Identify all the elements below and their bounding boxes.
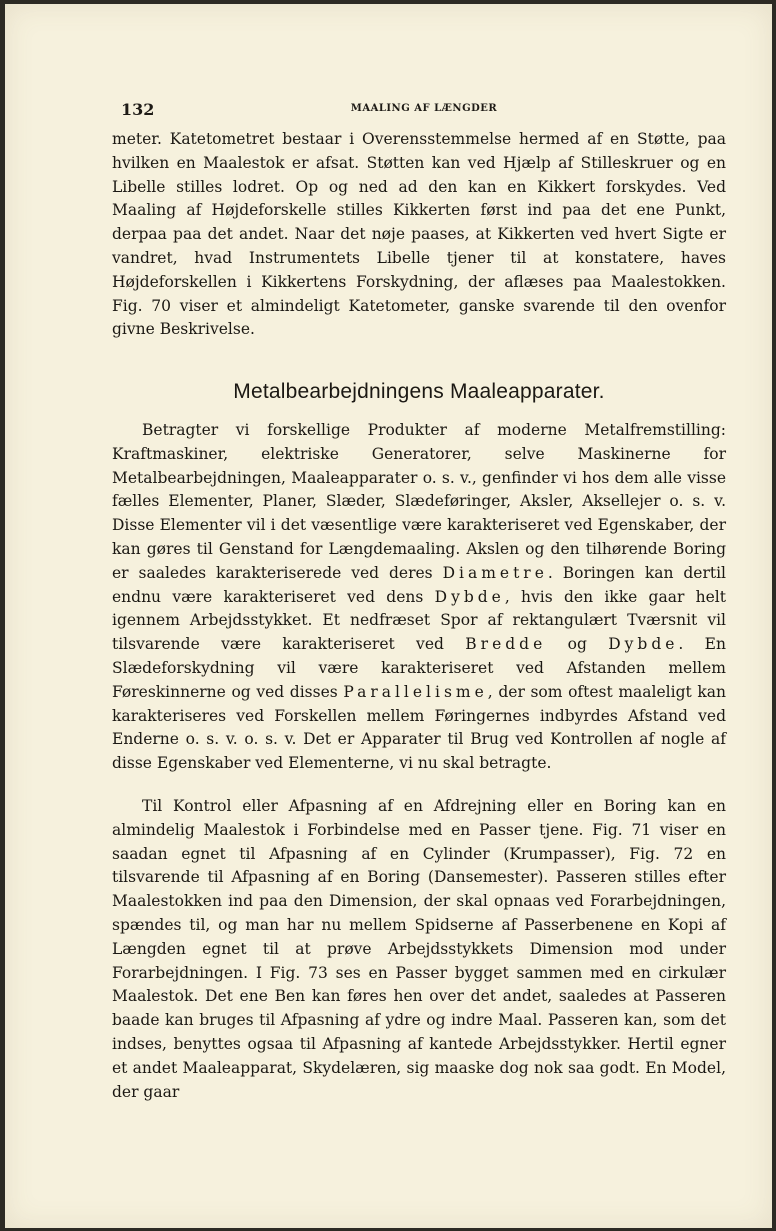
text-run: . Boringen kan dertil endnu være karakteriseret ved dens bbox=[112, 563, 727, 606]
text-run: Betragter vi forskellige Produkter af moderne Metalfremstilling: Kraftmaskiner, elektriske Generatorer, selve Maskinerne for Metalbearbejdningen, Maaleapparater o. s. v., genfinder vi hos dem alle visse fælles Elementer, Planer, Slæder, Slædeføringer, Aksler, Aksellejer o. s. v. Disse Elementer vil i det væsentlige være karakteriseret ved Egenskaber, der kan gøres til Genstand for Længdemaaling. Akslen og den tilhørende Boring er saaledes karakteriserede ved deres bbox=[112, 421, 726, 582]
text-run: , der som oftest maaleligt kan karakteriseres ved Forskellen mellem Føringernes indbyrdes Afstand ved Enderne o. s. v. o. s. v. Det er Apparater til Brug ved Kontrollen af nogle af disse Egenskaber ved Elementerne, vi nu skal betragte. bbox=[112, 682, 726, 773]
text-run: , hvis den ikke gaar helt igennem Arbejdsstykket. Et nedfræset Spor af rektangulært Tværsnit vil tilsvarende være karakteriseret ved bbox=[112, 587, 726, 654]
paragraph-text bbox=[112, 419, 726, 776]
spaced-term-parallelisme: Parallelisme bbox=[343, 682, 488, 701]
page-number: 132 bbox=[121, 100, 155, 119]
paragraph-text: meter. Katetometret bestaar i Overensstemmelse hermed af en Støtte, paa hvilken en Maalestok er afsat. Støtten kan ved Hjælp af Stilleskruer og en Libelle stilles lodret. Op og ned ad den kan en Kikkert forskydes. Ved Maaling af Højdeforskelle stilles Kikkerten først ind paa det ene Punkt, derpaa paa det andet. Naar det nøje paases, at Kikkerten ved hvert Sigte er vandret, hvad Instrumentets Libelle tjener til at konstatere, haves Højdeforskellen i Kikkertens Forskydning, der aflæses paa Maalestokken. Fig. 70 viser et almindeligt Katetometer, ganske svarende til den ovenfor givne Beskrivelse. bbox=[112, 130, 726, 339]
spaced-term-dybde-2: Dybde bbox=[608, 635, 679, 654]
page-header bbox=[117, 100, 731, 122]
paragraph-text: Til Kontrol eller Afpasning af en Afdrejning eller en Boring kan en almindelig Maalestok i Forbindelse med en Passer tjene. Fig. 71 viser en saadan egnet til Afpasning af en Cylinder (Krumpasser), Fig. 72 en tilsvarende til Afpasning af en Boring (Dansemester). Passeren stilles efter Maalestokken ind paa den Dimension, der skal opnaas ved Forarbejdningen, spændes til, og man har nu mellem Spidserne af Passerbenene en Kopi af Længden egnet til at prøve Arbejdsstykkets Dimension mod under Forarbejdningen. I Fig. 73 ses en Passer bygget sammen med en cirkulær Maalestok. Det ene Ben kan føres hen over det andet, saaledes at Passeren baade kan bruges til Afpasning af ydre og indre Maal. Passeren kan, som det indses, benyttes ogsaa til Afpasning af kantede Arbejdsstykker. Hertil egner et andet Maaleapparat, Skydelæren, sig maaske dog nok saa godt. En Model, der gaar bbox=[112, 797, 726, 1101]
text-run: og bbox=[567, 635, 587, 654]
spaced-term-bredde: Bredde bbox=[465, 635, 547, 654]
section-heading: Metalbearbejdningens Maaleapparater. bbox=[233, 380, 605, 403]
paragraph-katetometer bbox=[112, 128, 726, 342]
spaced-term-diametre: Diametre bbox=[442, 563, 548, 582]
paragraph-elements bbox=[112, 419, 726, 776]
running-head: MAALING AF LÆNGDER bbox=[350, 103, 498, 114]
spaced-term-dybde: Dybde bbox=[434, 587, 505, 606]
paragraph-passer bbox=[112, 795, 726, 1104]
text-run: . En Slædeforskydning vil være karakteriseret ved Afstanden mellem Føreskinnerne og ved disses bbox=[112, 635, 726, 701]
